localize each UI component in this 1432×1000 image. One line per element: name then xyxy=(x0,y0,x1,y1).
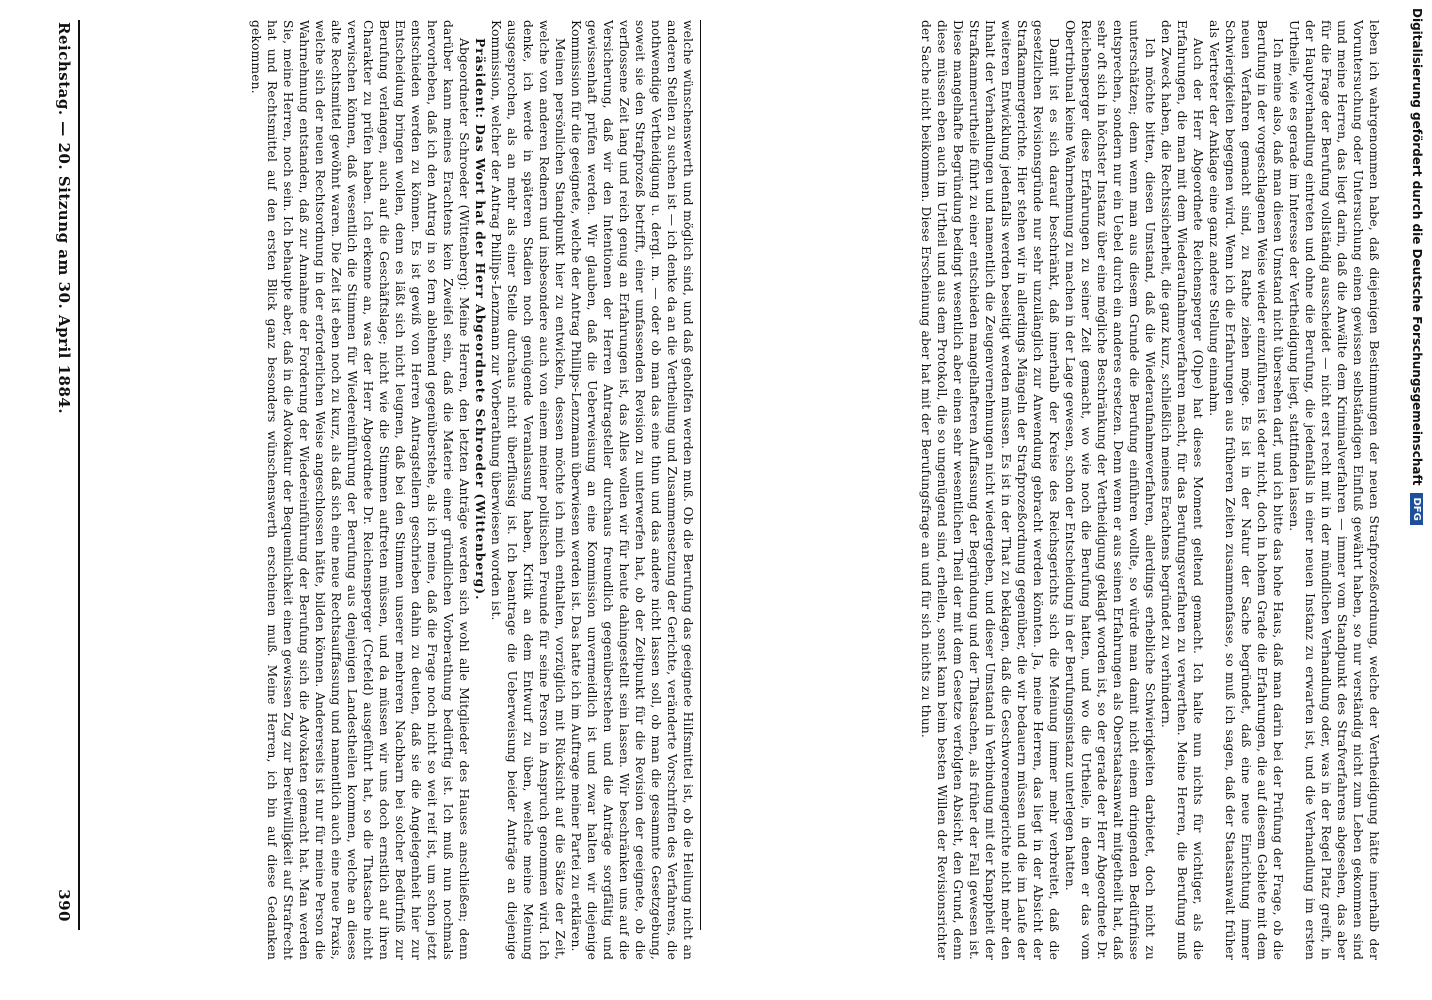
digitization-text: Digitalisierung gefördert durch die Deutsche Forschungsgemeinschaft xyxy=(1410,8,1424,486)
column-left-text xyxy=(84,20,696,960)
running-head xyxy=(54,22,74,922)
paragraph: leben ich wahrgenommen habe, daß diejenigen Bestimmungen der neuen Strafprozeßordnung, welche der Vertheidigung hätte innerhalb der Voruntersuchung oder Untersuchung einen gewissen selbständigen Einfluß gewährt haben, so nur verständig nicht zum Leben gekommen sind und meine Herren, das liegt darin, daß die Anwälte dem Kriminalverfahren — immer vom Standpunkt des Strafverfahrens abgesehen, das aber für die Frage der Berufung vollständig ausscheidet — nicht erst recht mit in der mündlichen Verhandlung oder, was in der Regel Platz greift, in der Hauptverhandlung eintreten und ohne die Berufung, die jedenfalls in einer neuen Instanz zu erwarten ist, und die Verhandlung im ersten Urtheile, wie es gerade im Interesse der Vertheidigung liegt, stattfinden lassen. xyxy=(1287,20,1381,960)
paragraph: Auch der Herr Abgeordnete Reichensperger (Olpe) hat dieses Moment geltend gemacht. Ich halte nun nichts für wichtiger, als die Erfahrungen, die man mit dem Wiederaufnahmeverfahren macht, für das Berufungsverfahren zu verwerthen. Meine Herren, die Berufung muß den Zweck haben, die Rechtssicherheit, die ganz kurz, schließlich meines Erachtens begründet zu verhindern. xyxy=(1159,20,1205,960)
digitization-note xyxy=(1402,0,1432,1000)
speaker-intro: Präsident: Das Wort hat der Herr Abgeordnete Schroeder (Wittenberg). xyxy=(473,38,488,601)
paragraph: Ich meine also, daß man diesen Umstand nicht übersehen darf, und ich bitte das hohe Haus, daß man darin bei der Prüfung der Frage, ob die Berufung in der vorgeschlagenen Weise wieder einzuführen ist oder nicht, doch in hohem Grade die Erfahrungen, die auf diesem Gebiete mit dem neuen Verfahren gemacht sind, zu Rathe ziehen möge. Es ist in der Natur der Sache begründet, daß eine neue Einrichtung immer Schwierigkeiten begegnen wird. Wenn ich die Erfahrungen aus früheren Zeiten zusammenfasse, so muß ich sagen, daß der Staatsanwalt früher als Vertreter der Anklage eine ganz andere Stellung einnahm. xyxy=(1207,20,1285,960)
dfg-logo: DFG xyxy=(1411,493,1424,524)
paragraph: Abgeordneter Schroeder (Wittenberg): Meine Herren, den letzten Anträge werden sich wohl alle Mitglieder des Hauses anschließen; denn darüber kann meines Erachtens kein Zweifel sein, daß die Materie einer gründlichen Vorberathung bedürftig ist. Ich muß nun nochmals hervorheben, daß ich den Antrag in so fern ablehnend gegenüberstehe, als ich meine, daß die Frage noch nicht so weit reif ist, um schon jetzt entschieden werden zu können. Es ist gewiß von Herren Antragstellern geschrieben dahin zu deuten, daß sie die Angelegenheit hier zur Entscheidung bringen wollen, denn es läßt sich nicht leugnen, daß bei den Stimmen unserer mehreren Nachbarn bei solcher Bedürfniß zur Berufung verlangen, auch auf die Geschäftslage; nicht wie die Stimmen auftreten müssen, und da müssen wir uns doch ernstlich auf ihren Charakter zu prüfen haben. Ich erkenne an, was der Herr Abgeordnete Dr. Reichensperger (Crefeld) ausgeführt hat, so die Thatsache nicht verwischen können, daß wesentlich die Stimmen für Wiedereinführung der Berufung aus denjenigen Landestheilen kommen, welche an dieses alte Rechtsmittel gewöhnt waren. Die Zeit ist eben noch zu kurz, als daß sich eine neue Rechtsauffassung und namentlich auch eine neue Praxis, welche sich der neuen Rechtsordnung in der erforderlichen Weise angeschlossen hätte, bilden können. Andererseits ist nur für meine Person die Wahrnehmung entstanden, daß zur Annahme der Forderung der Wiedereinführung der Berufung sich die Advokaten gemacht hat. Man werden Sie, meine Herren, noch sein. Ich behaupte aber, daß in die Advokatur der Bequemlichkeit einen gewissen Zug zur Bereitwilligkeit auf Strafrecht hat und Rechtsmittel auf den ersten Blick ganz besonders wünschenswerth erscheinen muß. Meine Herren, ich bin auf diese Gedanken gekommen. xyxy=(249,20,471,960)
paragraph: Ich möchte bitten, diesen Umstand, daß die Wiederaufnahmeverfahren, allerdings erhebliche Schwierigkeiten darbietet, doch nicht zu unterschätzen; denn wenn man aus diesem Grunde die Berufung einführen wollte, so würde man damit nicht einem dringenden Bedürfnisse entsprechen, sondern nur ein Uebel durch ein anderes ersetzen. Denn wenn er aus seinen Erfahrungen als Oberstaatsanwalt mitgetheilt hat, daß sehr oft sich in höchster Instanz über eine mögliche Beschränkung der Vertheidigung geklagt worden ist, so der gerade der Herr Abgeordnete Dr. Reichensperger diese Erfahrungen zu seiner Zeit gemacht, wo wie noch die Berufung hatten, und wo die Urtheile, in denen er das vom Obertribunal keine Wahrnehmung zu machen in der Lage gewesen, schon der Entscheidung in der Berufungsinstanz unterlegen hatten. xyxy=(1063,20,1157,960)
digitization-note-inner xyxy=(1406,8,1428,988)
paragraph: Meinen persönlichen Standpunkt hier zu entwickeln, dessen möchte ich mich enthalten, vorzüglich mit Rücksicht auf die Sätze der Zeit, welche von anderen Rednern und insbesondere auch von einem meiner politischen Freunde für seine Person in Anspruch genommen wird. Ich denke, ich werde in späteren Stadien noch genügende Veranlassung haben, Kritik an dem Entwurf zu üben, welche meine Meinung ausgesprochen, als an mehr als einer Stelle durchaus nicht überflüssig ist. Ich beantrage die Ueberweisung beider Anträge an diejenige Kommission, welcher der Antrag Phillips-Lenzmann zur Vorberathung überwiesen worden ist. xyxy=(489,20,567,960)
page-header xyxy=(56,22,76,922)
column-left xyxy=(84,20,698,960)
page-number: 390 xyxy=(55,889,73,922)
column-separator xyxy=(700,20,701,930)
paragraph: welche wünschenswerth und möglich sind, und daß geholfen werden muß. Ob die Berufung das geeignete Hilfsmittel ist, ob die Heilung nicht an anderen Stellen zu suchen ist — ich denke da an die Vertheilung und Zusammensetzung der Gerichte, veränderte Vorschriften des Verfahrens, die nothwendige Vertheidigung u. dergl. m. — oder ob man das eine thun und das andere nicht lassen soll, ob man die gesammte Gesetzgebung, soweit sie den Strafprozeß betrifft, einer umfassenden Revision zu unterwerfen hat, ob der Zeitpunkt für die Revision der geeignete, ob die verflossene Zeit lang und reich genug an Erfahrungen ist, das Alles wollen wir für heute dahingestellt sein lassen. Wir beschränken uns auf die Versicherung, daß wir den Intentionen der Herren Antragsteller durchaus freundlich gegenüberstehen und die Anträge sorgfältig und gewissenhaft prüfen werden. Wir glauben, daß die Ueberweisung an eine Kommission unvermeidlich ist und zwar halten wir diejenige Kommission für die geeignete, welche der Antrag Phillips-Lenzmann überwiesen werden ist. Das hatte ich im Auftrage meiner Partei zu erklären. xyxy=(569,20,695,960)
running-head-title: Reichstag. — 20. Sitzung am 30. April 1884. xyxy=(55,22,73,415)
header-rule xyxy=(78,20,80,930)
paragraph: Damit ist es sich darauf beschränkt, daß innerhalb der Kreise des Reichsgerichts sich die Meinung immer mehr verbreitet, daß die gesetzlichen Revisionsgründe nur sehr unzulänglich zur Anwendung gebracht werden könnten. Ja, meine Herren, das liegt in der Absicht der Strafkammergerichte. Hier stehen wir in allerdings Mängeln der Strafprozeßordnung gegenüber, die wir bedauern müssen und die im Laufe der weiteren Entwicklung jedenfalls werden beseitigt werden müssen. Es ist in der That zu beklagen, daß die Geschworenengerichte nicht mehr den Inhalt der Verhandlungen und namentlich die Zeugenvernehmungen nicht wiedergeben, und dieser Umstand in Verbindung mit der Knappheit der Strafkammerurtheile führt zu einer entschieden mangelhafteren Auffassung der Begründung und der Thatsachen, als früher der Fall gewesen ist. Diese mangelhafte Begründung bedingt wesentlich aber einen sehr wesentlichen Theil der mit dem Gesetze verfolgten Absicht, den Grund, denn diese müssen eben auch im Urtheil und aus dem Protokoll, die so ungenügend sind, erhellen, sonst kann beim besten Willen der Revisionsrichter der Sache nicht beikommen. Diese Erscheinung aber hat mit der Berufungsfrage an und für sich nichts zu thun. xyxy=(919,20,1061,960)
column-right-text xyxy=(706,20,1382,960)
column-right xyxy=(704,20,1384,960)
